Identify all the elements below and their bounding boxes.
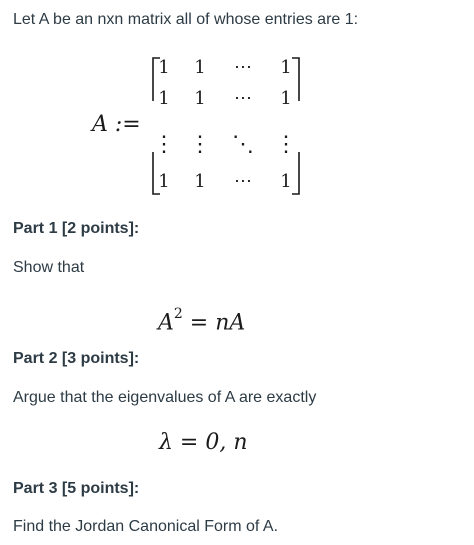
matrix-cell: ⋱ xyxy=(232,132,254,157)
matrix-cell: ⋮ xyxy=(153,132,175,157)
matrix-cell: ⋯ xyxy=(234,88,252,109)
part2-equation: λ = 0, n xyxy=(159,430,248,455)
matrix-cell: 1 xyxy=(194,171,206,192)
part2-heading: Part 2 [3 points]: xyxy=(13,350,140,367)
eq-rest: = nA xyxy=(182,310,246,336)
matrix-cell: 1 xyxy=(158,171,170,192)
part3-heading: Part 3 [5 points]: xyxy=(13,480,140,497)
intro-text: Let A be an nxn matrix all of whose entries are 1: xyxy=(13,11,359,28)
matrix-cell: 1 xyxy=(280,57,292,78)
part1-prompt: Show that xyxy=(13,259,85,276)
matrix-cell: 1 xyxy=(280,88,292,109)
matrix-cell: ⋮ xyxy=(189,132,211,157)
matrix-cell: ⋯ xyxy=(234,171,252,192)
matrix-cell: ⋯ xyxy=(234,57,252,78)
matrix-cell: 1 xyxy=(158,88,170,109)
matrix-cell: 1 xyxy=(280,171,292,192)
eq-base: A xyxy=(158,310,174,336)
part1-equation xyxy=(158,304,245,336)
matrix-lhs: A := xyxy=(92,112,141,137)
part3-prompt: Find the Jordan Canonical Form of A. xyxy=(13,518,279,535)
matrix-cell: 1 xyxy=(194,88,206,109)
matrix-cell: 1 xyxy=(194,57,206,78)
matrix-cell: 1 xyxy=(158,57,170,78)
part1-heading: Part 1 [2 points]: xyxy=(13,220,140,237)
part2-prompt: Argue that the eigenvalues of A are exactly xyxy=(13,389,317,406)
eq-exponent: 2 xyxy=(173,306,183,322)
matrix-cell: ⋮ xyxy=(275,132,297,157)
